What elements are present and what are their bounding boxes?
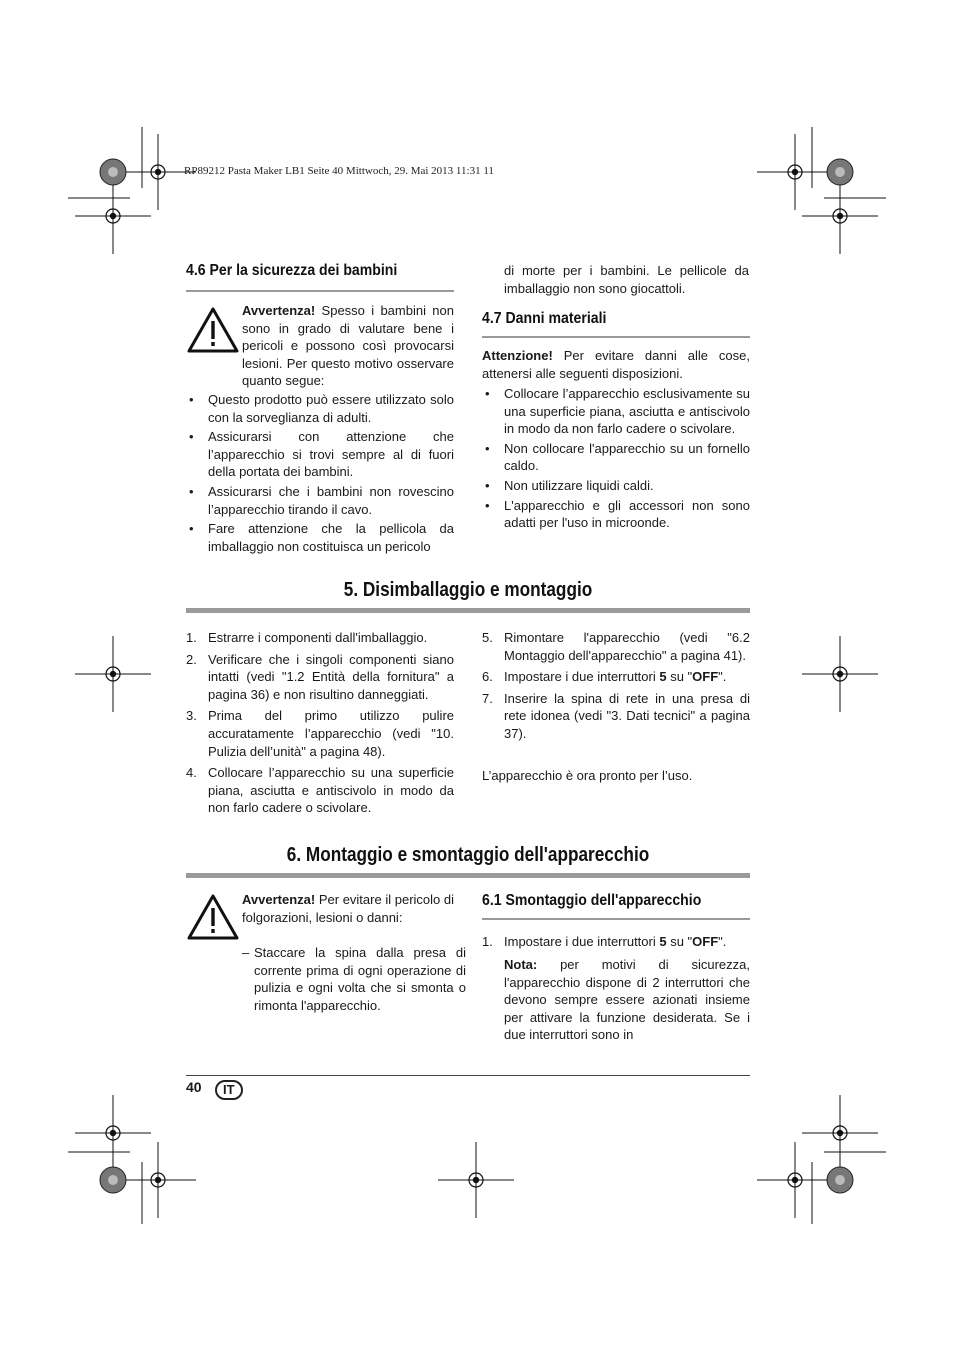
section-4-6-title: 4.6 Per la sicurezza dei bambini	[186, 262, 398, 279]
list-item: • Collocare l’apparecchio esclusivamente su una superficie piana, asciutta e antiscivolo in modo da non farlo cadere o scivolare.	[482, 385, 750, 438]
warning-triangle-icon	[186, 306, 240, 354]
ready-text: L’apparecchio è ora pronto per l’uso.	[482, 768, 693, 783]
section-rule	[186, 290, 454, 292]
unpack-steps-left	[186, 629, 454, 821]
list-item: • Non collocare l'apparecchio su un fornello caldo.	[482, 440, 750, 475]
note-paragraph: Nota: per motivi di sicurezza, l'apparecchio dispone di 2 interruttori che devono sempre essere azionati insieme per attivare la funzione desiderata. Se i due interruttori sono in	[504, 957, 750, 1043]
warning-triangle-icon	[186, 893, 240, 941]
list-item: • Fare attenzione che la pellicola da imballaggio non costituisca un pericolo	[186, 520, 454, 555]
material-damage-list	[482, 385, 750, 534]
attention-label: Attenzione!	[482, 348, 553, 363]
section-6-title: 6. Montaggio e smontaggio dell'apparecchio	[286, 844, 650, 866]
step-item: 1. Impostare i due interruttori 5 su "OFF".	[482, 934, 727, 949]
section-5-title: 5. Disimballaggio e montaggio	[343, 579, 593, 601]
list-item: • Assicurarsi che i bambini non rovescino l’apparecchio tirando il cavo.	[186, 483, 454, 518]
section-rule	[482, 336, 750, 338]
child-safety-list	[186, 391, 454, 557]
footer-rule	[186, 1075, 750, 1076]
list-item: • Assicurarsi con attenzione che l’apparecchio si trovi sempre al di fuori della portata dei bambini.	[186, 428, 454, 481]
dash-item: – Staccare la spina dalla presa di corrente prima di ogni operazione di pulizia e ogni volta che si smonta o rimonta l'apparecchio.	[242, 945, 466, 1013]
section-rule	[186, 873, 750, 878]
section-rule	[186, 608, 750, 613]
step-item: 2. Verificare che i singoli componenti siano intatti (vedi "1.2 Entità della fornitura" a pagina 36) e non risultino danneggiati.	[186, 651, 454, 702]
page-number: 40	[186, 1079, 202, 1095]
bullet-continuation: di morte per i bambini. Le pellicole da imballaggio non sono giocattoli.	[504, 263, 749, 296]
step-item: 7. Inserire la spina di rete in una presa di rete idonea (vedi "3. Dati tecnici" a pagina 37).	[482, 690, 750, 741]
warning-paragraph: Avvertenza! Per evitare il pericolo di folgorazioni, lesioni o danni:	[242, 892, 454, 925]
step-item: 6. Impostare i due interruttori 5 su "OFF".	[482, 669, 727, 685]
attention-paragraph: Attenzione! Per evitare danni alle cose, attenersi alle seguenti disposizioni.	[482, 348, 750, 381]
warning-paragraph: Avvertenza! Spesso i bambini non sono in grado di valutare bene i pericoli e possono così provocarsi lesioni. Per questo motivo osservare quanto segue:	[242, 303, 454, 389]
step-item: 5. Rimontare l'apparecchio (vedi "6.2 Montaggio dell'apparecchio" a pagina 41).	[482, 630, 750, 663]
section-rule	[482, 918, 750, 920]
step-item: 3. Prima del primo utilizzo pulire accuratamente l’apparecchio (vedi "10. Pulizia dell’unità" a pagina 48).	[186, 708, 454, 759]
list-item: • L'apparecchio e gli accessori non sono adatti per l'uso in microonde.	[482, 497, 750, 532]
disassembly-steps	[482, 933, 750, 955]
list-item: • Questo prodotto può essere utilizzato solo con la sorveglianza di adulti.	[186, 391, 454, 426]
note-label: Nota:	[504, 957, 538, 972]
print-header: RP89212 Pasta Maker LB1 Seite 40 Mittwoch, 29. Mai 2013 11:31 11	[184, 165, 494, 177]
section-4-7-title: 4.7 Danni materiali	[482, 310, 607, 327]
warning-label: Avvertenza!	[242, 892, 316, 907]
section-6-1-title: 6.1 Smontaggio dell'apparecchio	[482, 892, 702, 909]
warning-label: Avvertenza!	[242, 303, 316, 318]
step-item: 4. Collocare l’apparecchio su una superficie piana, asciutta e antiscivolo in modo da non farlo cadere o scivolare.	[186, 765, 454, 816]
language-badge: IT	[215, 1080, 243, 1100]
unpack-steps-right	[482, 629, 750, 747]
step-item: 1. Estrarre i componenti dall'imballaggio.	[186, 630, 428, 645]
list-item: • Non utilizzare liquidi caldi.	[482, 477, 750, 495]
